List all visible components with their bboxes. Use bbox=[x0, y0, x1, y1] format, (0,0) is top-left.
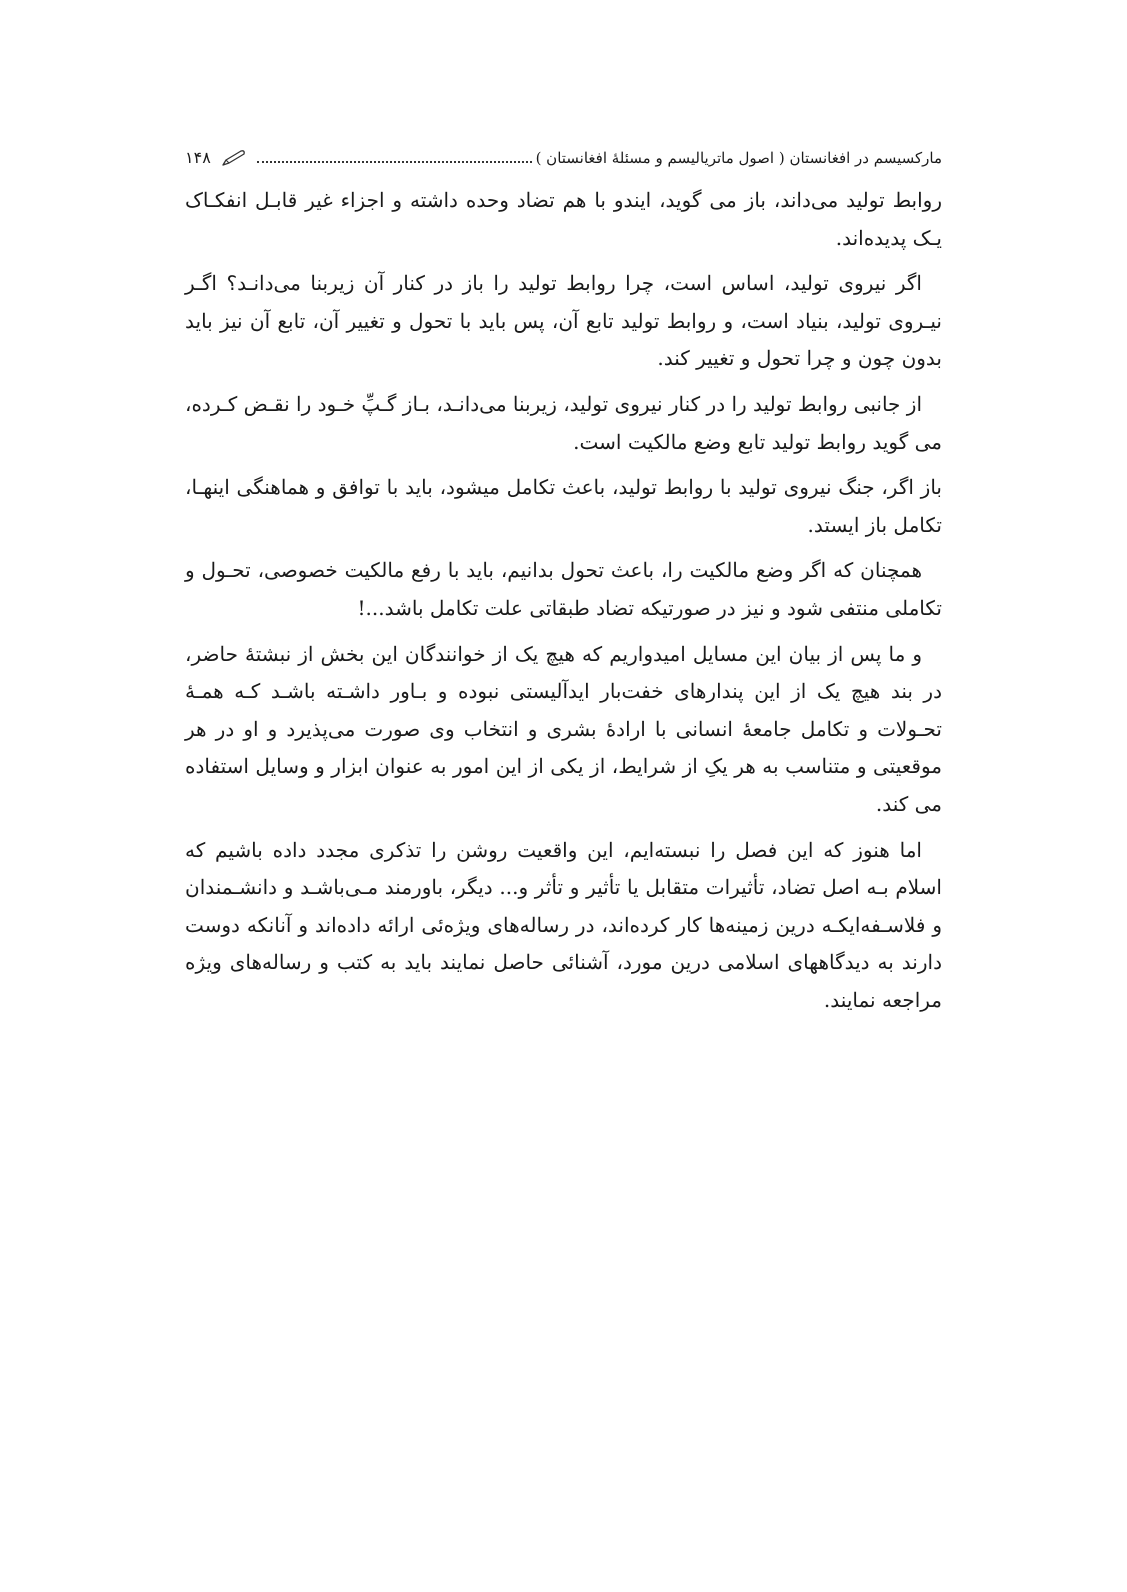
running-header bbox=[185, 140, 942, 168]
paragraph: روابط تولید می‌داند، باز می گوید، ایندو با هم تضاد وحده داشته و اجزاء غیر قابـل انفکـاک یـک پدیده‌اند. bbox=[185, 188, 942, 250]
paragraph: از جانبی روابط تولید را در کنار نیروی تولید، زیربنا می‌دانـد، بـاز گـپِّ خـود را نقـض کـرده، می گوید روابط تولید تابع وضع مالکیت است. bbox=[185, 391, 942, 454]
paragraph: باز اگر، جنگ نیروی تولید با روابط تولید، باعث تکامل میشود، باید با توافق و هماهنگی اینهـا، تکامل باز ایستد. bbox=[185, 475, 942, 537]
pen-icon bbox=[221, 149, 247, 167]
header-dot-leader bbox=[257, 160, 532, 163]
paragraph: و ما پس از بیان این مسایل امیدواریم که هیچ یک از خوانندگان این بخش از نبشتهٔ حاضر، در بند هیچ یک از این پندارهای خفت‌بار ایدآلیستی نبوده و بـاور داشـته باشـد کـه همـهٔ تحـولات و تکامل جامعهٔ انسانی با ارادهٔ بشری و انتخاب وی صورت می‌پذیرد و او در هر موقعیتی و متناسب به هر یکِ از شرایط، از یکی از این امور به عنوان ابزار و وسایل استفاده می کند. bbox=[185, 641, 942, 816]
paragraph: اگر نیروی تولید، اساس است، چرا روابط تولید را باز در کنار آن زیربنا می‌دانـد؟ اگـر نیـروی تولید، بنیاد است، و روابط تولید تابع آن، پس باید با تحول و تغییر آن، تابع آن نیز باید بدون چون و چرا تحول و تغییر کند. bbox=[185, 271, 942, 371]
header-title: مارکسیسم در افغانستان ( اصول ماتریالیسم و مسئلهٔ افغانستان ) bbox=[535, 149, 942, 167]
body-text bbox=[185, 182, 942, 1027]
paragraph: اما هنوز که این فصل را نبسته‌ایم، این واقعیت روشن را تذکری مجدد داده باشیم که اسلام بـه اصل تضاد، تأثیرات متقابل یا تأثیر و تأثر و... دیگر، باورمند مـی‌باشـد و دانشـمندان و فلاسـفه‌ایکـه درین زمینه‌ها کار کرده‌اند، در رساله‌های ویژه‌ئی ارائه داده‌اند و آنانکه دوست دارند به دیدگاههای اسلامی درین مورد، آشنائی حاصل نمایند باید به کتب و رساله‌های ویژه مراجعه نمایند. bbox=[185, 837, 942, 1012]
page-number: ۱۴۸ bbox=[185, 148, 211, 167]
paragraph: همچنان که اگر وضع مالکیت را، باعث تحول بدانیم، باید با رفع مالکیت خصوصی، تحـول و تکاملی منتفی شود و نیز در صورتیکه تضاد طبقاتی علت تکامل باشد...! bbox=[185, 558, 942, 620]
